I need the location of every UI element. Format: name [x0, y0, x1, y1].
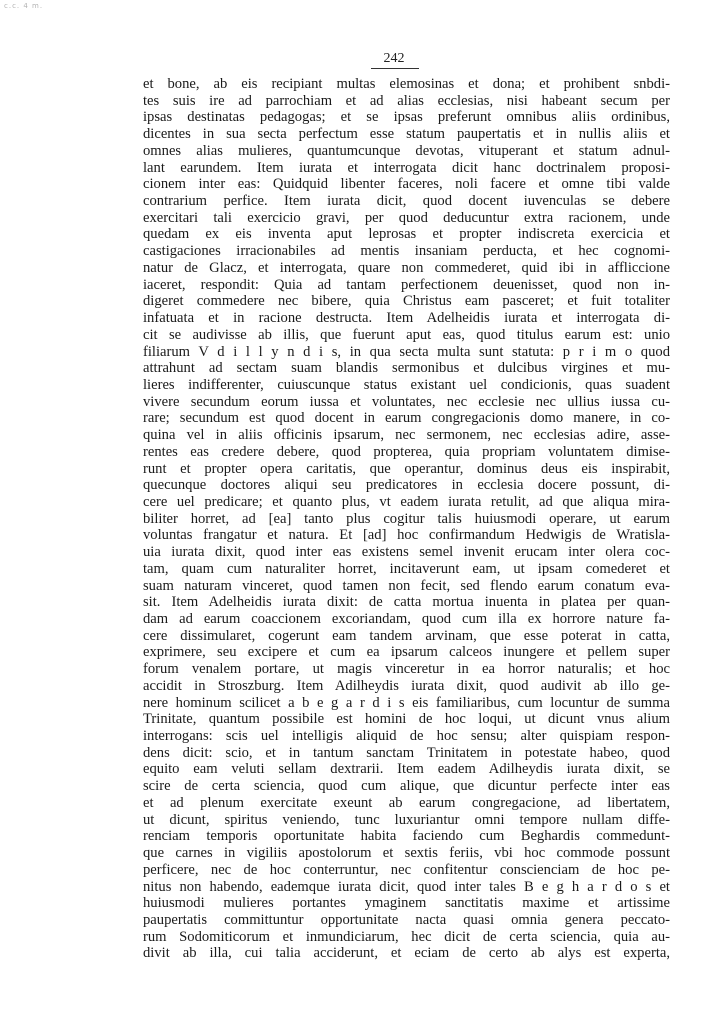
text-line: et ad plenum exercitate exeunt ab earum congregacione, ad libertatem,	[143, 794, 670, 811]
text-line: ut dicunt, spiritus veniendo, tunc luxuriantur omni tempore nullam diffe-	[143, 811, 670, 828]
text-line: perficere, nec de hoc conterruntur, nec confitentur conscienciam de hoc pe-	[143, 861, 670, 878]
text-line: quedam ex eis inventa aput leprosas et propter indiscreta exercicia et	[143, 226, 670, 243]
text-line: forum venalem portare, ut magis vinceretur in ea horror naturalis; et hoc	[143, 661, 670, 678]
text-line: renciam temporis oportunitate habita faciendo cum Beghardis commedunt-	[143, 828, 670, 845]
text-line: voluntas frangatur et natura. Et [ad] hoc confirmandum Hedwigis de Wratisla-	[143, 527, 670, 544]
text-line: tam, quam cum naturaliter horret, incitaverunt eam, ut ipsam comederet et	[143, 560, 670, 577]
text-line: divit ab illa, cui talia acciderunt, et eciam de certo ab alys est experta,	[143, 945, 670, 962]
text-line: dens dicit: scio, et in tantum sanctam Trinitatem in potestate habeo, quod	[143, 744, 670, 761]
text-line: ipsas destinatas pedagogas; et se ipsas preferunt omnibus aliis ordinibus,	[143, 109, 670, 126]
text-line: dam ad earum coaccionem excoriandam, quod cum illa ex horrore nature fa-	[143, 611, 670, 627]
text-line: dicentes in sua secta perfectum esse statum paupertatis et in nullis aliis et	[143, 126, 670, 143]
text-line: attrahunt ad sectam suam blandis sermonibus et dulcibus virgines et mu-	[143, 360, 670, 377]
text-line: cere dissimularet, cogerunt eam tandem arvinam, que esse poterat in catta,	[143, 627, 670, 644]
text-line: exprimere, seu excipere et cum ea ipsarum calceos inungere et pellem super	[143, 644, 670, 661]
text-line: paupertatis committuntur opportunitate nacta quasi omnia genera peccato-	[143, 911, 670, 928]
text-line: biliter horret, ad [ea] tanto plus cogitur talis huiusmodi operare, ut earum	[143, 510, 670, 527]
text-line: natur de Glacz, et interrogata, quare non commederet, quid ibi in affliccione	[143, 259, 670, 276]
text-line: iaceret, respondit: Quia ad tantam perfectionem deuenisset, quod non in-	[143, 276, 670, 293]
text-line: tes suis ire ad parrochiam et ad alias ecclesias, nisi habeant secum per	[143, 92, 670, 109]
text-line: et bone, ab eis recipiant multas elemosinas et dona; et prohibent snbdi-	[143, 76, 670, 92]
scan-corner-mark: c.c. 4 m.	[4, 2, 44, 10]
text-line: accidit in Stroszburg. Item Adilheydis iurata dixit, quod audivit ab illo ge-	[143, 677, 670, 694]
text-line: digeret commedere nec bibere, quia Christus eam pasceret; et fuit totaliter	[143, 293, 670, 310]
text-line: uia iurata dixit, quod inter eas existens semel invenit erucam inter olera coc-	[143, 544, 670, 561]
text-line: interrogans: scis uel intelligis aliquid de hoc sensu; alter quispiam respon-	[143, 728, 670, 745]
page-number: 242	[383, 51, 405, 66]
text-line: equito eam veluti sellam dextrarii. Item eadem Adilheydis iurata dixit, se	[143, 761, 670, 778]
text-line: infatuata et in racione destructa. Item Adelheidis iurata et interrogata di-	[143, 310, 670, 327]
text-line: cere uel predicare; et quanto plus, vt eadem iurata retulit, ad que aliqua mira-	[143, 493, 670, 510]
text-line: huiusmodi mulieres portantes ymaginem sanctitatis maxime et artissime	[143, 895, 670, 912]
text-line: rare; secundum est quod docent in earum congregacionis domo manere, in co-	[143, 410, 670, 427]
text-line: quina vel in aliis officinis ipsarum, nec sermonem, nec ecclesias adire, asse-	[143, 427, 670, 444]
text-line: vivere secundum eorum iussa et voluntates, nec ecclesie nec ullius iussa cu-	[143, 393, 670, 410]
text-line: runt et propter opera caritatis, que operantur, dominus deus eis inspirabit,	[143, 460, 670, 477]
text-line: lieres indifferenter, cuiuscunque status existant uel condicionis, quas suadent	[143, 376, 670, 393]
text-line: omnes alias mulieres, quantumcunque devotas, vituperant et statum adnul-	[143, 142, 670, 159]
text-line: filiarum V d i l l y n d i s, in qua secta multa sunt statuta: p r i m o quod	[143, 343, 670, 360]
text-line: sit. Item Adelheidis iurata dixit: de catta mortua inuenta in platea per quan-	[143, 594, 670, 611]
text-line: castigaciones irracionabiles ad mentis insaniam perducta, et hec cognomi-	[143, 243, 670, 260]
text-line: que carnes in vigiliis apostolorum et sextis feriis, vbi hoc commode possunt	[143, 845, 670, 862]
text-line: contrarium perfice. Item iurata dicit, quod docent iuvenculas se debere	[143, 193, 670, 210]
text-line: nitus non habendo, eademque iurata dicit, quod inter tales B e g h a r d o s et	[143, 878, 670, 895]
text-line: nere hominum scilicet a b e g a r d i s eis familiaribus, cum locuntur de summa	[143, 694, 670, 711]
text-line: cionem inter eas: Quidquid libenter faceres, noli facere et omne tibi valde	[143, 176, 670, 193]
text-line: quecunque doctores aliqui seu predicatores in ecclesia docere possunt, di-	[143, 477, 670, 494]
text-line: lant earundem. Item iurata et interrogata dicit hanc doctrinalem proposi-	[143, 159, 670, 176]
text-line: rentes eas credere debere, quod propterea, quia propriam voluntatem dimise-	[143, 443, 670, 460]
text-line: exercitari tali exercicio gravi, per quod deducuntur extra racionem, unde	[143, 209, 670, 226]
text-line: rum Sodomiticorum et inmundiciarum, hec dicit de certa sciencia, quia au-	[143, 928, 670, 945]
text-line: cit se audivisse ab illis, que fuerunt aput eas, quod titulus earum est: unio	[143, 326, 670, 343]
text-line: scire de certa sciencia, quod cum alique, que dicuntur perfecte inter eas	[143, 778, 670, 795]
text-line: Trinitate, quantum possibile est homini de hoc loqui, ut dicunt vnus alium	[143, 711, 670, 728]
body-text	[143, 76, 670, 962]
page-number-underline	[371, 68, 419, 69]
text-line: suam naturam vinceret, quod tamen non fecit, sed flendo earum conatum eva-	[143, 577, 670, 594]
